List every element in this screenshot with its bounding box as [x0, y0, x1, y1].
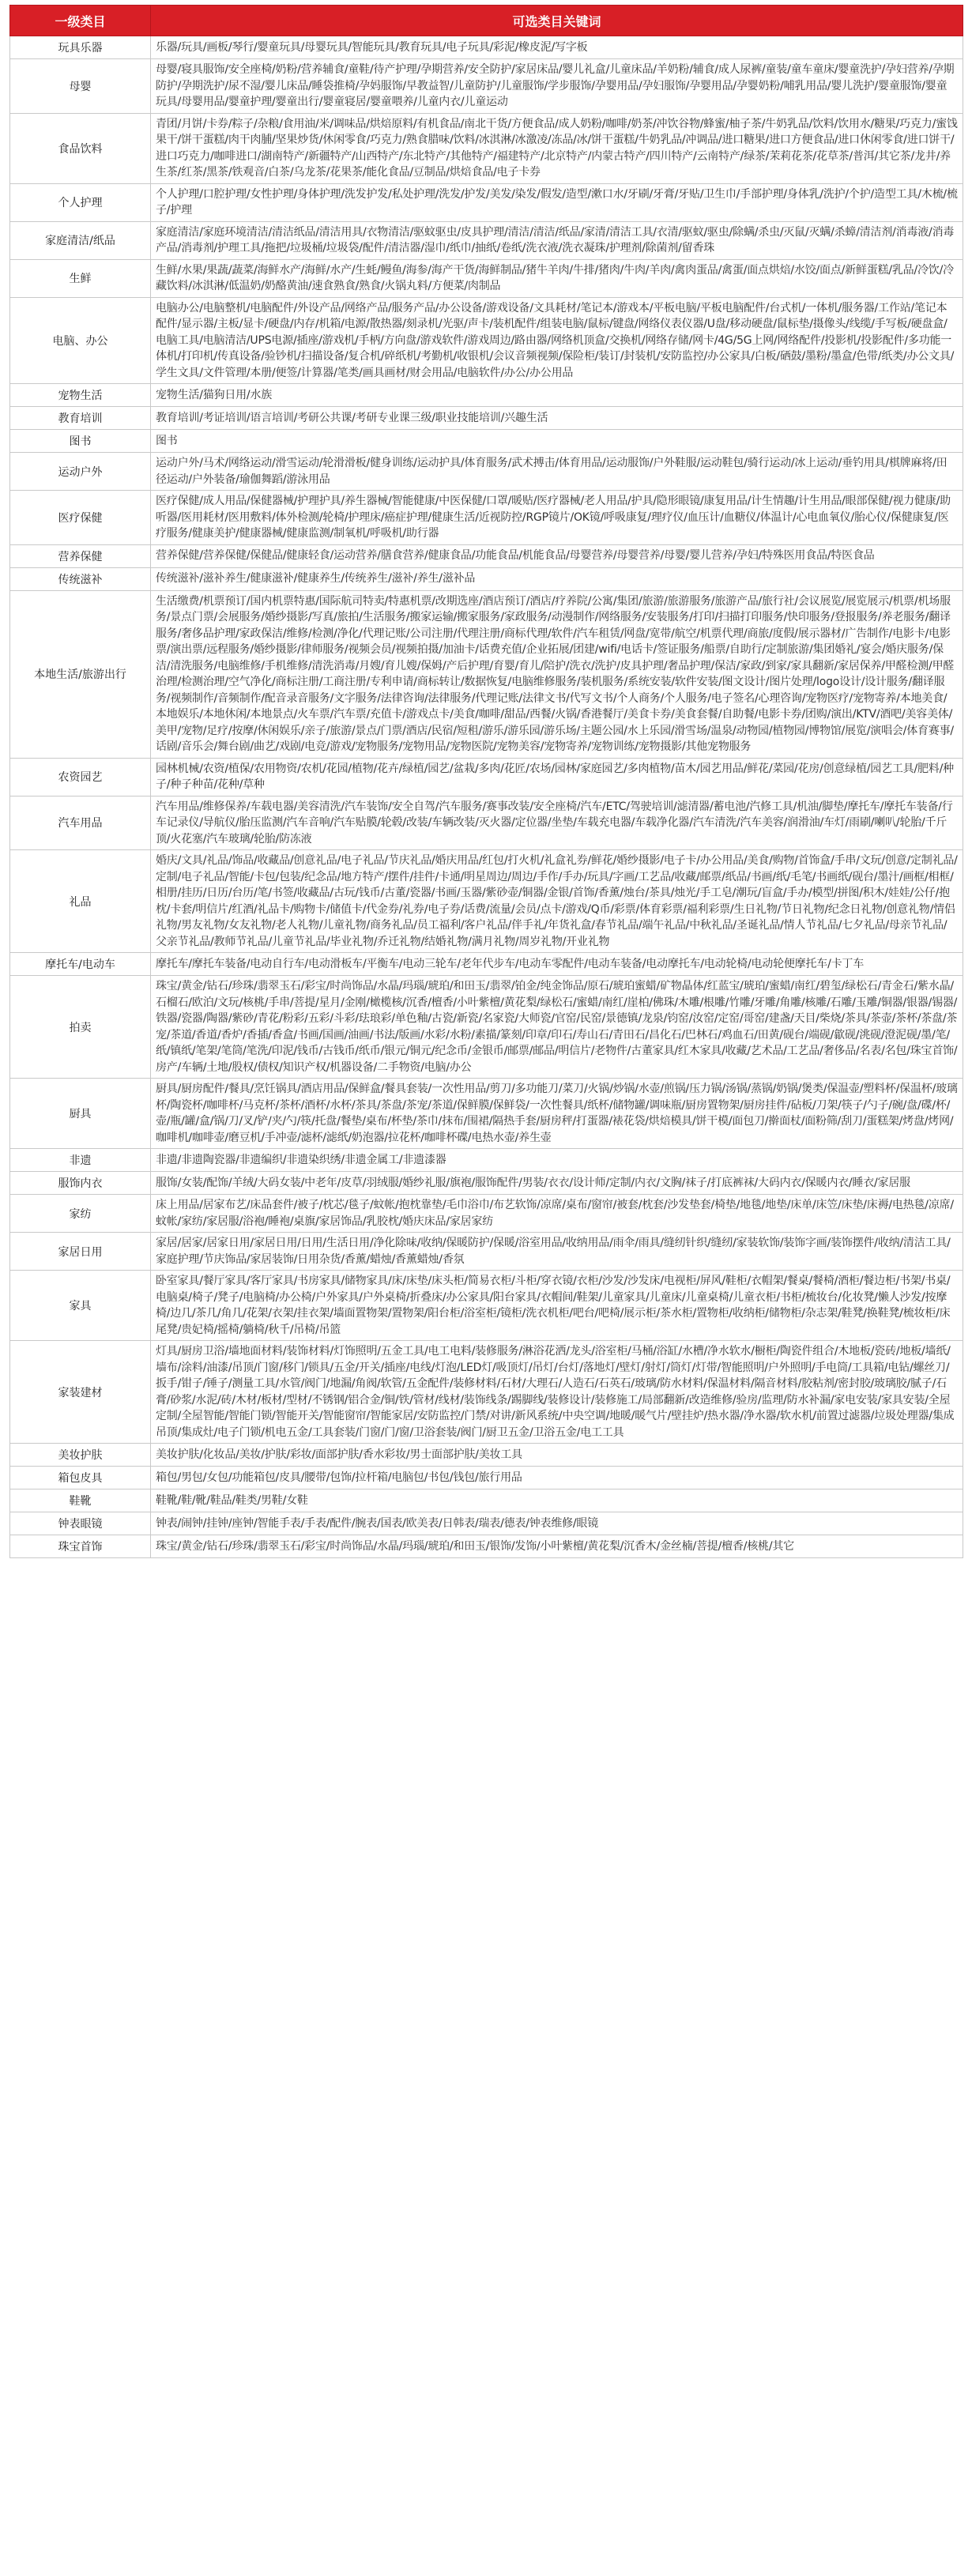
- table-row: [10, 1489, 963, 1512]
- table-row: [10, 113, 963, 183]
- table-row: [10, 953, 963, 976]
- keywords-cell: 汽车用品/维修保养/车载电器/美容清洗/汽车装饰/安全自驾/汽车服务/赛事改装/安全座椅/汽车/ETC/驾驶培训/滤清器/蓄电池/汽修工具/机油/脚垫/摩托车/摩托车装备/行车记录仪/导航仪/胎压监测/汽车音响/汽车贴膜/轮毂/改装/车辆改装/灭火器/定位器/坐垫/车载充电器/车载净化器/汽车清洗/汽车美容/润滑油/车灯/雨刷/喇叭/轮胎/千斤顶/火花塞/汽车玻璃/轮胎/防冻液: [151, 796, 963, 850]
- keywords-cell: 珠宝/黄金/钻石/珍珠/翡翠玉石/彩宝/时尚饰品/水晶/玛瑙/琥珀/和田玉/翡翠/铂金/纯金饰品/原石/琥珀蜜蜡/矿物晶体/红蓝宝/琥珀/蜜蜡/南红/碧玺/绿松石/青金石/紫水晶/石榴石/欧泊/文玩/核桃/手串/菩提/星月/金刚/橄榄核/沉香/檀香/小叶紫檀/黄花梨/绿松石/蜜蜡/南红/崖柏/佛珠/木雕/根雕/竹雕/牙雕/角雕/核雕/石雕/玉雕/铜器/银器/锡器/铁器/瓷器/陶器/紫砂/青花/粉彩/五彩/斗彩/珐琅彩/单色釉/古瓷/新瓷/名家瓷/大师瓷/官窑/民窑/景德镇/龙泉/钧窑/汝窑/定窑/哥窑/建盏/天目/柴烧/茶具/茶壶/茶杯/茶盘/茶宠/茶道/香道/香炉/香插/香盒/书画/国画/油画/书法/版画/水彩/水粉/素描/篆刻/印章/印石/寿山石/青田石/昌化石/巴林石/鸡血石/田黄/砚台/端砚/歙砚/洮砚/澄泥砚/墨/笔/纸/镇纸/笔架/笔筒/笔洗/印泥/钱币/古钱币/纸币/银元/铜元/纪念币/金银币/邮票/邮品/明信片/老物件/古董家具/红木家具/收藏/艺术品/工艺品/奢侈品/名表/名包/珠宝首饰/房产/车辆/土地/股权/债权/知识产权/机器设备/二手物资/电脑/办公: [151, 976, 963, 1079]
- keywords-cell: 箱包/男包/女包/功能箱包/皮具/腰带/包饰/拉杆箱/电脑包/书包/钱包/旅行用品: [151, 1467, 963, 1489]
- category-cell: 农资园艺: [10, 758, 151, 796]
- category-cell: 拍卖: [10, 976, 151, 1079]
- keywords-cell: 鞋靴/鞋/靴/鞋品/鞋类/男鞋/女鞋: [151, 1489, 963, 1512]
- category-cell: 美妆护肤: [10, 1444, 151, 1467]
- category-cell: 家居日用: [10, 1233, 151, 1271]
- table-row: [10, 590, 963, 758]
- category-cell: 玩具乐器: [10, 36, 151, 59]
- category-cell: 非遗: [10, 1149, 151, 1172]
- keywords-cell: 灯具/厨房卫浴/墙地面材料/装饰材料/灯饰照明/五金工具/电工电料/装修服务/淋浴花洒/龙头/浴室柜/马桶/浴缸/水槽/净水软水/橱柜/陶瓷件组合/木地板/瓷砖/地板/墙纸/墙布/涂料/油漆/吊顶/门窗/移门/锁具/五金/开关/插座/电线/灯泡/LED灯/吸顶灯/吊灯/台灯/落地灯/壁灯/射灯/筒灯/灯带/智能照明/户外照明/手电筒/工具箱/电钻/螺丝刀/扳手/钳子/锤子/测量工具/水管/阀门/地漏/角阀/软管/五金配件/装修材料/石材/大理石/人造石/石英石/玻璃/防水材料/保温材料/隔音材料/胶粘剂/密封胶/玻璃胶/腻子/石膏/砂浆/水泥/砖/木材/板材/型材/不锈钢/铝合金/铜/铁/管材/线材/装饰线条/踢脚线/装修设计/装修施工/局部翻新/改造维修/验房/监理/防水补漏/家电安装/家具安装/全屋定制/全屋智能/智能门锁/智能开关/智能窗帘/智能家居/安防监控/门禁/对讲/新风系统/中央空调/地暖/暖气片/壁挂炉/热水器/净水器/软水机/前置过滤器/垃圾处理器/集成吊顶/集成灶/电子门锁/机电五金/工具套装/门窗/门/窗/卫浴套装/阀门/厨卫五金/卫浴五金/电工工具: [151, 1341, 963, 1444]
- keywords-cell: 美妆护肤/化妆品/美妆/护肤/彩妆/面部护肤/香水彩妆/男士面部护肤/美妆工具: [151, 1444, 963, 1467]
- category-cell: 家庭清洁/纸品: [10, 221, 151, 259]
- table-header-row: [10, 6, 963, 36]
- category-cell: 生鲜: [10, 259, 151, 297]
- table-row: [10, 59, 963, 114]
- keywords-cell: 非遗/非遗陶瓷器/非遗编织/非遗染织绣/非遗金属工/非遗漆器: [151, 1149, 963, 1172]
- keywords-cell: 图书: [151, 430, 963, 453]
- table-row: [10, 1195, 963, 1233]
- table-row: [10, 1172, 963, 1195]
- category-cell: 厨具: [10, 1079, 151, 1149]
- keywords-cell: 医疗保健/成人用品/保健器械/护理护具/养生器械/智能健康/中医保健/口罩/暖贴/医疗器械/老人用品/护具/隐形眼镜/康复用品/计生情趣/计生用品/眼部保健/视力健康/助听器/医用耗材/医用敷料/体外检测/轮椅/护理床/癌症护理/健康生活/近视防控/RGP镜片/OK镜/呼吸康复/理疗仪/血压计/血糖仪/体温计/心电血氧仪/胎心仪/保健康复/医疗服务/健康美护/健康器械/健康监测/制氧机/呼吸机/助行器: [151, 491, 963, 545]
- keywords-cell: 电脑办公/电脑整机/电脑配件/外设产品/网络产品/服务产品/办公设备/游戏设备/文具耗材/笔记本/游戏本/平板电脑/平板电脑配件/台式机/一体机/服务器/工作站/笔记本配件/显示器/主板/显卡/硬盘/内存/机箱/电源/散热器/刻录机/光驱/声卡/装机配件/组装电脑/鼠标/键盘/网络仪表仪器/U盘/移动硬盘/鼠标垫/摄像头/线缆/手写板/硬盘盒/电脑工具/电脑清洁/UPS电源/插座/游戏机/手柄/方向盘/游戏软件/游戏周边/路由器/网络机顶盒/交换机/网络存储/网卡/4G/5G上网/网络配件/投影机/投影配件/多功能一体机/打印机/传真设备/验钞机/扫描设备/复合机/碎纸机/考勤机/收银机/会议音频视频/保险柜/装订/封装机/安防监控/办公家具/白板/硒鼓/墨粉/墨盒/色带/纸类/办公文具/学生文具/文件管理/本册/便签/计算器/笔类/画具画材/财会用品/电脑软件/办公/办公用品: [151, 297, 963, 384]
- category-cell: 珠宝首饰: [10, 1535, 151, 1558]
- table-row: [10, 1467, 963, 1489]
- category-cell: 营养保健: [10, 544, 151, 567]
- category-cell: 宠物生活: [10, 384, 151, 407]
- keywords-cell: 母婴/寝具服饰/安全座椅/奶粉/营养辅食/童鞋/待产护理/孕期营养/安全防护/家居床品/婴儿礼盒/儿童床品/羊奶粉/辅食/成人尿裤/童装/童车童床/婴童洗护/孕妇营养/孕期防护/孕期洗护/尿不湿/婴儿床品/睡袋推椅/孕妈服饰/早教益智/儿童防护/儿童服饰/学步服饰/孕婴用品/孕妇服饰/孕婴用品/孕婴奶粉/哺乳用品/婴儿洗护/婴童服饰/婴童玩具/母婴用品/婴童护理/婴童出行/婴童寝居/婴童喂养/儿童内衣/儿童运动: [151, 59, 963, 114]
- table-row: [10, 453, 963, 491]
- category-cell: 鞋靴: [10, 1489, 151, 1512]
- table-row: [10, 1079, 963, 1149]
- table-row: [10, 1512, 963, 1535]
- category-cell: 个人护理: [10, 183, 151, 221]
- keywords-cell: 珠宝/黄金/钻石/珍珠/翡翠玉石/彩宝/时尚饰品/水晶/玛瑙/琥珀/和田玉/银饰/发饰/小叶紫檀/黄花梨/沉香木/金丝楠/菩提/檀香/核桃/其它: [151, 1535, 963, 1558]
- table-row: [10, 544, 963, 567]
- table-row: [10, 976, 963, 1079]
- table-row: [10, 1535, 963, 1558]
- table-row: [10, 567, 963, 590]
- category-cell: 食品饮料: [10, 113, 151, 183]
- table-row: [10, 430, 963, 453]
- category-cell: 传统滋补: [10, 567, 151, 590]
- keywords-cell: 床上用品/居家布艺/床品套件/被子/枕芯/毯子/蚊帐/抱枕靠垫/毛巾浴巾/布艺软饰/凉席/桌布/窗帘/被套/枕套/沙发垫套/椅垫/地毯/地垫/床单/床笠/床垫/床褥/电热毯/凉席/蚊帐/家纺/家居服/浴袍/睡袍/桌旗/家居饰品/乳胶枕/婚庆床品/家居家纺: [151, 1195, 963, 1233]
- table-row: [10, 259, 963, 297]
- table-row: [10, 850, 963, 953]
- table-body: [10, 36, 963, 1558]
- category-cell: 家装建材: [10, 1341, 151, 1444]
- keywords-cell: 婚庆/文具/礼品/饰品/收藏品/创意礼品/电子礼品/节庆礼品/婚庆用品/红包/打火机/礼盒礼券/鲜花/婚纱摄影/电子卡/办公用品/美食/购物/首饰盒/手串/文玩/创意/定制礼品/定制/电子礼品/智能/卡包/包装/纪念品/地方特产/摆件/挂件/卡通/明星周边/周边/手作/手办/玩具/字画/工艺品/收藏/邮票/纸品/书画/纸/毛笔/书画纸/砚台/墨汁/画框/相框/相册/挂历/日历/台历/笔/书签/收藏品/古玩/钱币/古董/瓷器/书画/玉器/紫砂壶/铜器/金银/首饰/香薰/烛台/茶具/烛光/手工皂/潮玩/盲盒/手办/模型/拼图/积木/娃娃/公仔/抱枕/卡套/明信片/红酒/礼品卡/购物卡/储值卡/代金券/礼券/电子券/话费/流量/会员/点卡/游戏/Q币/彩票/体育彩票/福利彩票/生日礼物/节日礼物/纪念日礼物/创意礼物/情侣礼物/男友礼物/女友礼物/老人礼物/儿童礼物/商务礼品/员工福利/客户礼品/伴手礼/年货礼盒/春节礼品/端午礼品/中秋礼品/圣诞礼品/情人节礼品/七夕礼品/母亲节礼品/父亲节礼品/教师节礼品/儿童节礼品/毕业礼物/乔迁礼物/结婚礼物/满月礼物/周岁礼物/开业礼物: [151, 850, 963, 953]
- category-cell: 母婴: [10, 59, 151, 114]
- keywords-cell: 厨具/厨房配件/餐具/烹饪锅具/酒店用品/保鲜盒/餐具套装/一次性用品/剪刀/多功能刀/菜刀/火锅/炒锅/水壶/煎锅/压力锅/汤锅/蒸锅/奶锅/煲类/保温壶/塑料杯/保温杯/玻璃杯/陶瓷杯/咖啡杯/马克杯/茶杯/酒杯/水杯/茶具/茶盘/茶宠/茶道/保鲜膜/保鲜袋/一次性餐具/纸杯/储物罐/调味瓶/厨房置物架/厨房挂件/砧板/刀架/筷子/勺子/碗/盘/碟/杯/壶/瓶/罐/盒/锅/刀/叉/铲/夹/勺/筷/托盘/餐垫/桌布/杯垫/茶巾/抹布/围裙/隔热手套/厨房秤/打蛋器/裱花袋/烘焙模具/饼干模/面包刀/擀面杖/面粉筛/刮刀/蛋糕架/烤盘/烤网/咖啡机/咖啡壶/磨豆机/手冲壶/滤杯/滤纸/奶泡器/拉花杯/咖啡杯碟/电热水壶/养生壶: [151, 1079, 963, 1149]
- header-keywords: 可选类目关键词: [151, 6, 963, 36]
- keywords-cell: 园林机械/农资/植保/农用物资/农机/花园/植物/花卉/绿植/园艺/盆栽/多肉/花匠/农场/园林/家庭园艺/多肉植物/苗木/园艺用品/鲜花/菜园/花房/创意绿植/园艺工具/肥料/种子/种子种苗/花种/草种: [151, 758, 963, 796]
- keywords-cell: 乐器/玩具/画板/琴行/婴童玩具/母婴玩具/智能玩具/教育玩具/电子玩具/彩泥/橡皮泥/写字板: [151, 36, 963, 59]
- keywords-cell: 家居/居家/居家日用/家居日用/日用/生活日用/净化除味/收纳/保暖防护/保暖/浴室用品/收纳用品/雨伞/雨具/缝纫针织/缝纫/家装软饰/装饰字画/装饰摆件/收纳/清洁工具/家庭护理/节庆饰品/家居装饰/日用杂货/香薰/蜡烛/香薰蜡烛/香氛: [151, 1233, 963, 1271]
- keywords-cell: 钟表/闹钟/挂钟/座钟/智能手表/手表/配件/腕表/国表/欧美表/日韩表/瑞表/德表/钟表维修/眼镜: [151, 1512, 963, 1535]
- keywords-cell: 宠物生活/猫狗日用/水族: [151, 384, 963, 407]
- table-row: [10, 1341, 963, 1444]
- keywords-cell: 生鲜/水果/果蔬/蔬菜/海鲜水产/海鲜/水产/生蚝/鳗鱼/海参/海产干货/海鲜制品/猪牛羊肉/牛排/猪肉/牛肉/羊肉/禽肉蛋品/禽蛋/面点烘焙/水饺/面点/新鲜蛋糕/乳品/冷饮/冷藏饮料/冰淇淋/低温奶/奶酪黄油/速食熟食/熟食/火锅丸料/方便菜/肉制品: [151, 259, 963, 297]
- keywords-cell: 传统滋补/滋补养生/健康滋补/健康养生/传统养生/滋补/养生/滋补品: [151, 567, 963, 590]
- header-category: 一级类目: [10, 6, 151, 36]
- table-row: [10, 1233, 963, 1271]
- keywords-cell: 家庭清洁/家庭环境清洁/清洁纸品/清洁用具/衣物清洁/驱蚊驱虫/皮具护理/清洁/清洁/纸品/家清/清洁工具/衣清/驱蚊/驱虫/除螨/杀虫/灭鼠/灭螨/杀蟑/清洁剂/消毒液/消毒产品/消毒剂/护理工具/拖把/垃圾桶/垃圾袋/配件/清洁器/湿巾/纸巾/抽纸/卷纸/洗衣液/洗衣凝珠/护理剂/除菌剂/留香珠: [151, 221, 963, 259]
- table-row: [10, 407, 963, 430]
- category-cell: 家具: [10, 1271, 151, 1341]
- category-cell: 运动户外: [10, 453, 151, 491]
- table-row: [10, 221, 963, 259]
- table-row: [10, 183, 963, 221]
- category-cell: 汽车用品: [10, 796, 151, 850]
- table-row: [10, 491, 963, 545]
- keywords-cell: 教育培训/考证培训/语言培训/考研公共课/考研专业课三级/职业技能培训/兴趣生活: [151, 407, 963, 430]
- table-row: [10, 758, 963, 796]
- keywords-cell: 个人护理/口腔护理/女性护理/身体护理/洗发护发/私处护理/洗发/护发/美发/染发/假发/造型/漱口水/牙刷/牙膏/牙贴/卫生巾/手部护理/身体乳/洗护/个护/造型工具/木梳/梳子/护理: [151, 183, 963, 221]
- category-cell: 医疗保健: [10, 491, 151, 545]
- keywords-cell: 摩托车/摩托车装备/电动自行车/电动滑板车/平衡车/电动三轮车/老年代步车/电动车零配件/电动车装备/电动摩托车/电动轮椅/电动轮便摩托车/卡丁车: [151, 953, 963, 976]
- keywords-cell: 生活缴费/机票预订/国内机票特惠/国际航司特卖/特惠机票/改期选座/酒店预订/酒店/疗养院/公寓/集团/旅游/旅游服务/旅游产品/旅行社/会议展览/展览展示/机票/机场服务/景点门票/会展服务/婚纱摄影/写真/旅拍/生活服务/搬家运输/搬家服务/家政服务/动漫制作/网络服务/安装服务/打印/扫描打印服务/快印服务/登报服务/养老服务/翻译服务/奢侈品护理/家政保洁/维修/检测/净化/代理记账/公司注册/代理注册/商标代理/软件/汽车租赁/网盘/宽带/航空/机票代理/商旅/度假/展示器材/广告制作/电影卡/电影票/演出票/远程服务/婚纱摄影/律师服务/视频会员/视频拍摄/加油卡/话费充值/企业拓展/团建/wifi/电话卡/签证服务/船票/自助行/定制旅游/集团婚礼/宴会/婚庆服务/保洁/清洗服务/电脑维修/手机维修/清洗消毒/月嫂/育儿嫂/保姆/产后护理/育婴/育儿/陪护/洗衣/洗护/皮具护理/奢品护理/保洁/家政/到家/家具翻新/家居保养/甲醛检测/甲醛治理/检测治理/空气净化/商标注册/工商注册/专利申请/商标转让/数据恢复/电脑维修服务/装机服务/系统安装/软件安装/图文设计/图片处理/logo设计/设计服务/翻译服务/视频制作/音频制作/配音录音服务/文字服务/法律咨询/法律服务/代理记账/法律文书/代写文书/个人商务/个人服务/电子签名/心理咨询/宠物医疗/宠物寄养/本地美食/本地娱乐/本地休闲/本地景点/火车票/汽车票/充值卡/游戏点卡/美食/咖啡/甜品/西餐/火锅/香港餐厅/美食卡券/美食套餐/自助餐/电影卡券/团购/演出/KTV/酒吧/美容美体/美甲/宠物/足疗/按摩/休闲娱乐/亲子/旅游/景点/门票/酒店/民宿/短租/游乐/游乐园/游乐场/主题公园/水上乐园/滑雪场/温泉/动物园/植物园/博物馆/展览/演唱会/体育赛事/话剧/音乐会/舞台剧/曲艺/戏剧/电竞/游戏/宠物服务/宠物用品/宠物医院/宠物美容/宠物寄养/宠物训练/宠物摄影/其他宠物服务: [151, 590, 963, 758]
- table-row: [10, 1271, 963, 1341]
- table-row: [10, 796, 963, 850]
- keywords-cell: 运动户外/马术/网络运动/滑雪运动/轮滑滑板/健身训练/运动护具/体育服务/武术搏击/体育用品/运动服饰/户外鞋服/运动鞋包/骑行运动/冰上运动/垂钓用具/棋牌麻将/田径运动/户外装备/瑜伽舞蹈/游泳用品: [151, 453, 963, 491]
- table-row: [10, 297, 963, 384]
- keywords-cell: 营养保健/营养保健/保健品/健康轻食/运动营养/膳食营养/健康食品/功能食品/机能食品/母婴营养/母婴营养/母婴/婴儿营养/孕妇/特殊医用食品/特医食品: [151, 544, 963, 567]
- keywords-cell: 服饰/女装/配饰/羊绒/大码女装/中老年/皮草/羽绒服/婚纱礼服/旗袍/服饰配件/男装/衣衣/设计师/定制/内衣/文胸/袜子/打底裤袜/大码内衣/保暖内衣/睡衣/家居服: [151, 1172, 963, 1195]
- category-cell: 教育培训: [10, 407, 151, 430]
- category-keyword-table: [9, 5, 963, 1558]
- table-row: [10, 36, 963, 59]
- table-row: [10, 1444, 963, 1467]
- category-cell: 箱包皮具: [10, 1467, 151, 1489]
- category-cell: 图书: [10, 430, 151, 453]
- category-cell: 家纺: [10, 1195, 151, 1233]
- category-cell: 本地生活/旅游出行: [10, 590, 151, 758]
- category-cell: 电脑、办公: [10, 297, 151, 384]
- table-row: [10, 384, 963, 407]
- category-cell: 礼品: [10, 850, 151, 953]
- keywords-cell: 青团/月饼/卡券/粽子/杂粮/食用油/米/调味品/烘焙原料/有机食品/南北干货/方便食品/成人奶粉/咖啡/奶茶/冲饮谷物/蜂蜜/柚子茶/牛奶乳品/饮料/饮用水/糖果/巧克力/蜜饯果干/饼干蛋糕/肉干肉脯/坚果炒货/休闲零食/巧克力/熟食腊味/饮料/冰淇淋/冰激凌/冻品/冰/饼干蛋糕/牛奶乳品/冲调品/进口糖果/进口方便食品/进口休闲零食/进口饼干/进口巧克力/咖啡进口/湖南特产/新疆特产/山西特产/东北特产/其他特产/福建特产/北京特产/内蒙古特产/四川特产/云南特产/绿茶/茉莉花茶/花草茶/普洱/其它茶/龙井/养生茶/红茶/黑茶/铁观音/白茶/乌龙茶/花果茶/能化食品/豆制品/烘焙食品/电子卡券: [151, 113, 963, 183]
- table-row: [10, 1149, 963, 1172]
- category-cell: 摩托车/电动车: [10, 953, 151, 976]
- category-cell: 钟表眼镜: [10, 1512, 151, 1535]
- keywords-cell: 卧室家具/餐厅家具/客厅家具/书房家具/储物家具/床/床垫/床头柜/简易衣柜/斗柜/穿衣镜/衣柜/沙发/沙发床/电视柜/屏风/鞋柜/衣帽架/餐桌/餐椅/酒柜/餐边柜/书架/书桌/电脑桌/椅子/凳子/电脑椅/办公椅/户外家具/户外桌椅/折叠床/办公家具/阳台家具/衣帽间/鞋架/儿童家具/儿童床/儿童桌椅/儿童衣柜/书柜/梳妆台/化妆凳/懒人沙发/按摩椅/边几/茶几/角几/花架/衣架/挂衣架/墙面置物架/置物架/阳台柜/浴室柜/镜柜/洗衣机柜/吧台/吧椅/展示柜/茶水柜/置物柜/收纳柜/储物柜/杂志架/鞋凳/换鞋凳/梳妆柜/床尾凳/贵妃椅/摇椅/躺椅/秋千/吊椅/吊篮: [151, 1271, 963, 1341]
- category-cell: 服饰内衣: [10, 1172, 151, 1195]
